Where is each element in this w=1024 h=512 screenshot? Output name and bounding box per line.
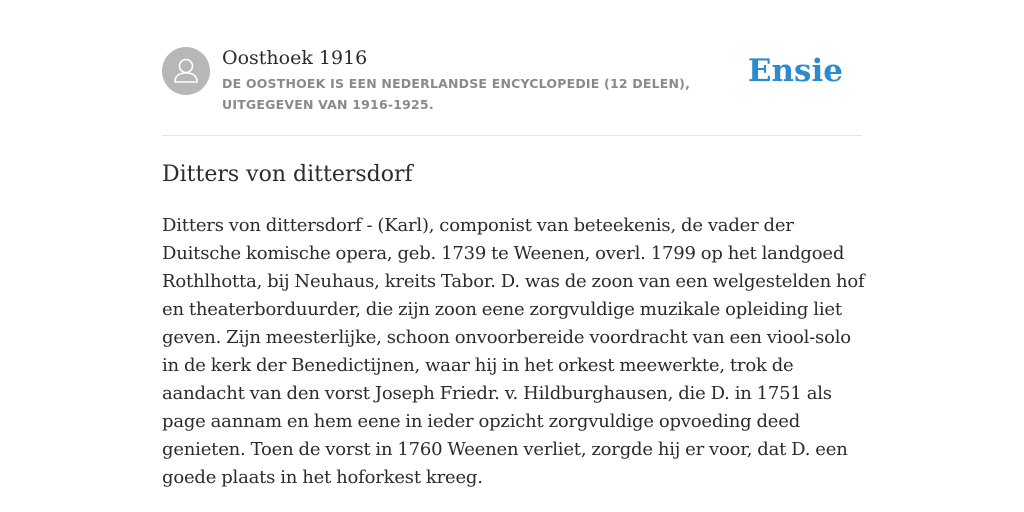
brand-logo-link[interactable]: Ensie [747, 53, 843, 89]
source-header [162, 46, 862, 118]
header-divider [162, 135, 862, 136]
source-description: DE OOSTHOEK IS EEN NEDERLANDSE ENCYCLOPEDIE (12 DELEN), UITGEGEVEN VAN 1916-1925. [222, 76, 691, 112]
user-icon [162, 47, 210, 95]
entry-title: Ditters von dittersdorf [162, 162, 413, 187]
entry-body: Ditters von dittersdorf - (Karl), componist van beteekenis, de vader der Duitsche komische opera, geb. 1739 te Weenen, overl. 1799 op het landgoed Rothlhotta, bij Neuhaus, kreits Tabor. D. was de zoon van een welgestelden hof en theaterborduurder, die zijn zoon eene zorgvuldige muzikale opleiding liet geven. Zijn meesterlijke, schoon onvoorbereide voordracht van een viool-solo in de kerk der Benedictijnen, waar hij in het orkest meewerkte, trok de aandacht van den vorst Joseph Friedr. v. Hildburghausen, die D. in 1751 als page aannam en hem eene in ieder opzicht zorgvuldige opvoeding deed genieten. Toen de vorst in 1760 Weenen verliet, zorgde hij er voor, dat D. een goede plaats in het hoforkest kreeg. [162, 215, 865, 488]
source-title[interactable]: Oosthoek 1916 [222, 47, 368, 69]
source-avatar[interactable] [162, 47, 210, 95]
